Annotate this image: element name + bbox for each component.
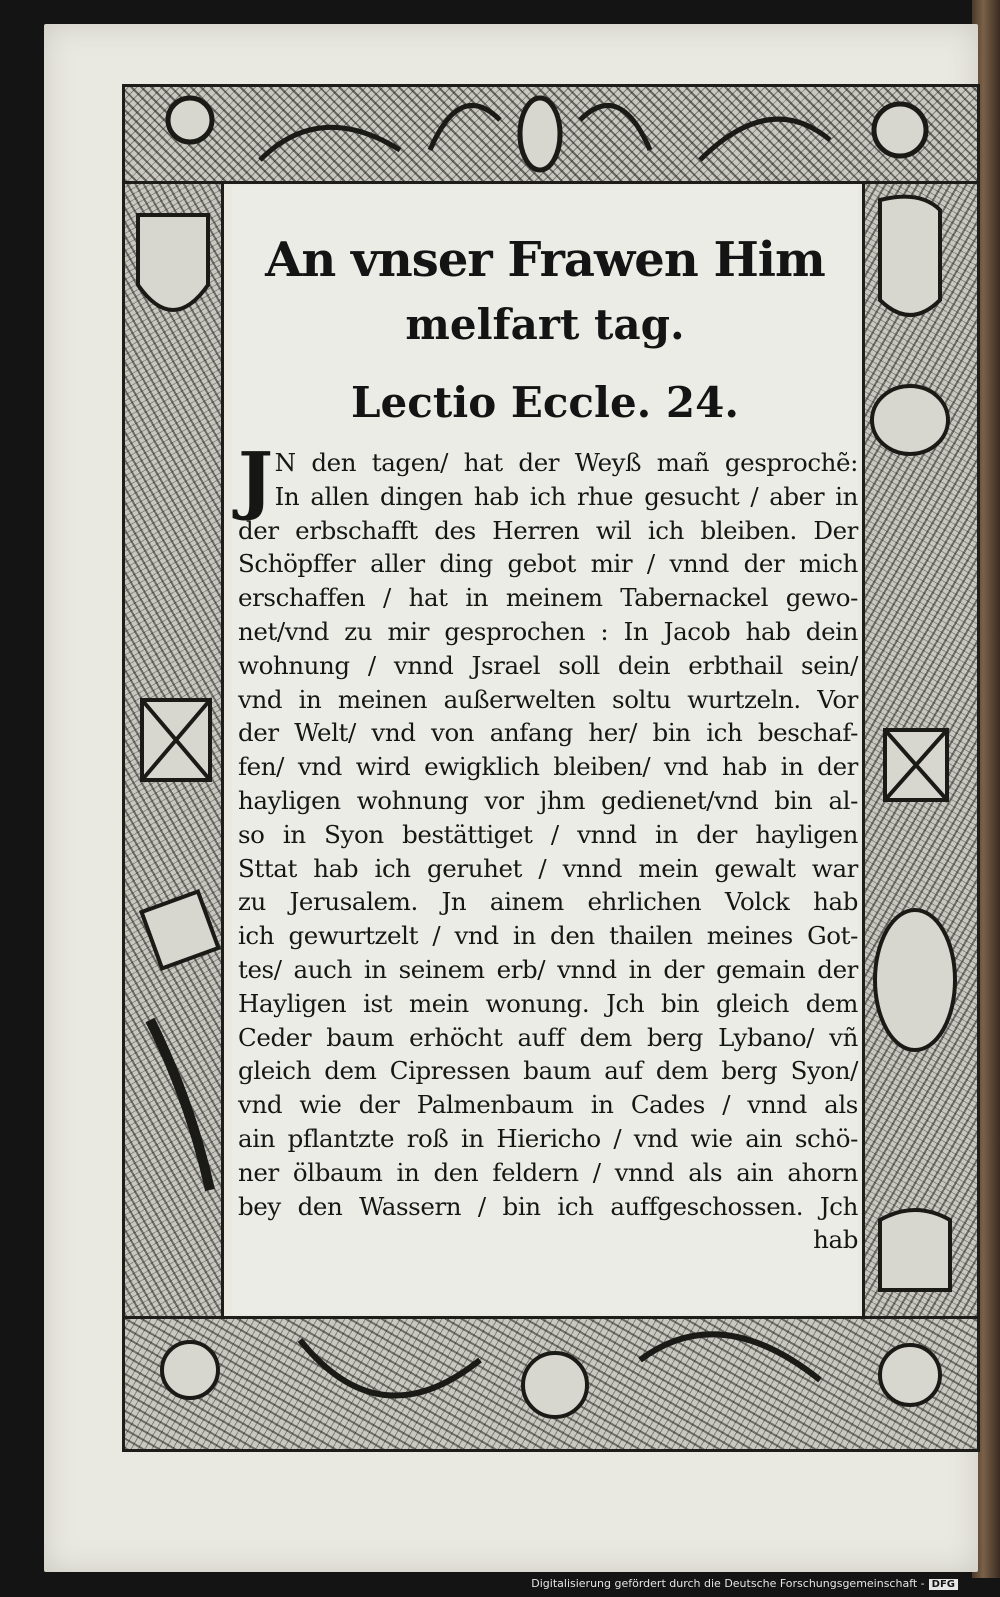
text-line: vnd wie der Palmenbaum in Cades / vnnd als [238, 1090, 858, 1120]
text-line: zu Jerusalem. Jn ainem ehrlichen Volck hab [238, 887, 858, 917]
text-line: Sttat hab ich geruhet / vnnd mein gewalt war [238, 853, 858, 883]
text-line: fen/ vnd wird ewigklich bleiben/ vnd hab in der [238, 752, 858, 782]
page-title-line-2: melfart tag. [405, 300, 685, 349]
drop-initial: J [238, 437, 273, 523]
text-line: Schöpffer aller ding gebot mir / vnnd der mich [238, 549, 858, 579]
text-line: Ceder baum erhöcht auff dem berg Lybano/ vñ [238, 1022, 858, 1052]
dfg-logo: DFG [929, 1579, 958, 1590]
text-line: In allen dingen hab ich rhue gesucht / aber in [274, 481, 858, 511]
text-line: ner ölbaum in den feldern / vnnd als ain ahorn [238, 1157, 858, 1187]
text-line: wohnung / vnnd Jsrael soll dein erbthail sein/ [238, 650, 858, 680]
text-line: so in Syon bestättiget / vnnd in der hayligen [238, 819, 858, 849]
text-line: gleich dem Cipressen baum auf dem berg Syon/ [238, 1056, 858, 1086]
text-line: ich gewurtzelt / vnd in den thailen meines Got- [238, 921, 858, 951]
text-line: net/vnd zu mir gesprochen : In Jacob hab dein [238, 616, 858, 646]
text-line: ain pflantzte roß in Hiericho / vnd wie ain schö- [238, 1123, 858, 1153]
text-line: erschaffen / hat in meinem Tabernackel gewo- [238, 583, 858, 613]
text-line: Hayligen ist mein wonung. Jch bin gleich dem [238, 988, 858, 1018]
digitization-credit [531, 1577, 958, 1593]
lectio-heading: Lectio Eccle. 24. [351, 378, 739, 427]
text-line: der Welt/ vnd von anfang her/ bin ich beschaf- [238, 718, 858, 748]
credit-text: Digitalisierung gefördert durch die Deutsche Forschungsgemeinschaft - [531, 1577, 925, 1590]
catchword: hab [813, 1225, 858, 1255]
text-line: tes/ auch in seinem erb/ vnnd in der gemain der [238, 954, 858, 984]
text-line: bey den Wassern / bin ich auffgeschossen. Jch [238, 1191, 858, 1221]
text-line: hayligen wohnung vor jhm gedienet/vnd bin al- [238, 785, 858, 815]
text-line: N den tagen/ hat der Weyß mañ gesprochẽ: [274, 448, 858, 477]
page-title-line-1: An vnser Frawen Him [265, 232, 825, 288]
text-line: der erbschafft des Herren wil ich bleiben. Der [238, 515, 858, 545]
text-line: vnd in meinen außerwelten soltu wurtzeln. Vor [238, 684, 858, 714]
body-text [238, 437, 858, 1257]
